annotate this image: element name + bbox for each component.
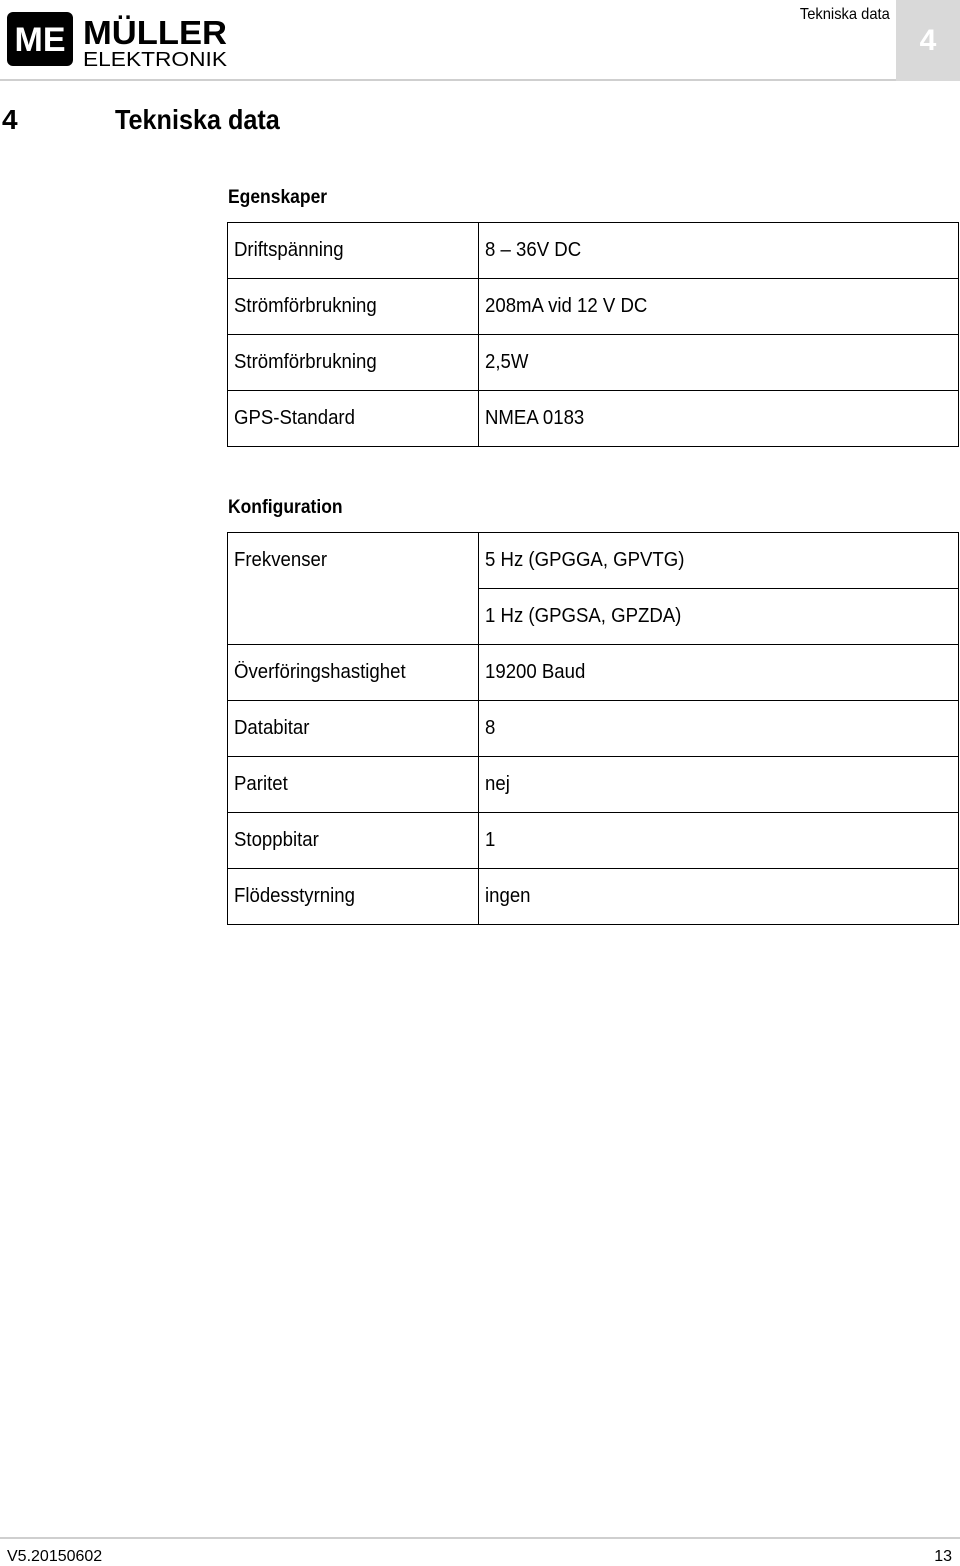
muller-elektronik-logo — [7, 8, 229, 74]
table-row — [228, 335, 959, 391]
table-cell-value: 8 – 36V DC — [479, 223, 959, 279]
table-cell-label: Driftspänning — [228, 223, 479, 279]
table-row — [228, 589, 959, 645]
table-row — [228, 279, 959, 335]
table-row — [228, 757, 959, 813]
table-cell-value: NMEA 0183 — [479, 391, 959, 447]
table-cell-value: 1 — [479, 813, 959, 869]
table-cell-value: nej — [479, 757, 959, 813]
properties-heading: Egenskaper — [228, 187, 328, 208]
table-row — [228, 223, 959, 279]
logo-mark-text: ME — [14, 21, 66, 59]
footer-divider — [0, 1537, 960, 1539]
table-cell-value: 19200 Baud — [479, 645, 959, 701]
table-cell-value: 5 Hz (GPGGA, GPVTG) — [479, 533, 959, 589]
table-cell-value: 2,5W — [479, 335, 959, 391]
table-cell-label: Strömförbrukning — [228, 279, 479, 335]
table-cell-label: Stoppbitar — [228, 813, 479, 869]
table-row — [228, 533, 959, 589]
running-title: Tekniska data — [799, 6, 890, 23]
table-row — [228, 869, 959, 925]
configuration-heading: Konfiguration — [228, 497, 343, 518]
configuration-table — [227, 532, 959, 925]
properties-table — [227, 222, 959, 447]
table-cell-label: Överföringshastighet — [228, 645, 479, 701]
section-heading — [0, 104, 600, 144]
table-cell-value: ingen — [479, 869, 959, 925]
table-cell-value: 1 Hz (GPGSA, GPZDA) — [479, 589, 959, 645]
table-cell-label: Flödesstyrning — [228, 869, 479, 925]
document-version: V5.20150602 — [7, 1548, 103, 1565]
header-divider — [0, 79, 896, 81]
table-cell-label: GPS-Standard — [228, 391, 479, 447]
table-cell-label: Databitar — [228, 701, 479, 757]
logo-line1: MÜLLER — [83, 14, 228, 51]
logo-line2: ELEKTRONIK — [83, 49, 228, 71]
section-number: 4 — [2, 104, 18, 135]
table-row — [228, 813, 959, 869]
page-number: 13 — [934, 1548, 952, 1565]
table-cell-label: Paritet — [228, 757, 479, 813]
table-row — [228, 645, 959, 701]
table-cell-value: 208mA vid 12 V DC — [479, 279, 959, 335]
table-cell-label — [228, 589, 479, 645]
table-row — [228, 701, 959, 757]
table-cell-value: 8 — [479, 701, 959, 757]
section-title: Tekniska data — [115, 104, 280, 135]
table-cell-label: Frekvenser — [228, 533, 479, 589]
table-row — [228, 391, 959, 447]
table-cell-label: Strömförbrukning — [228, 335, 479, 391]
chapter-number-tab: 4 — [896, 0, 960, 81]
